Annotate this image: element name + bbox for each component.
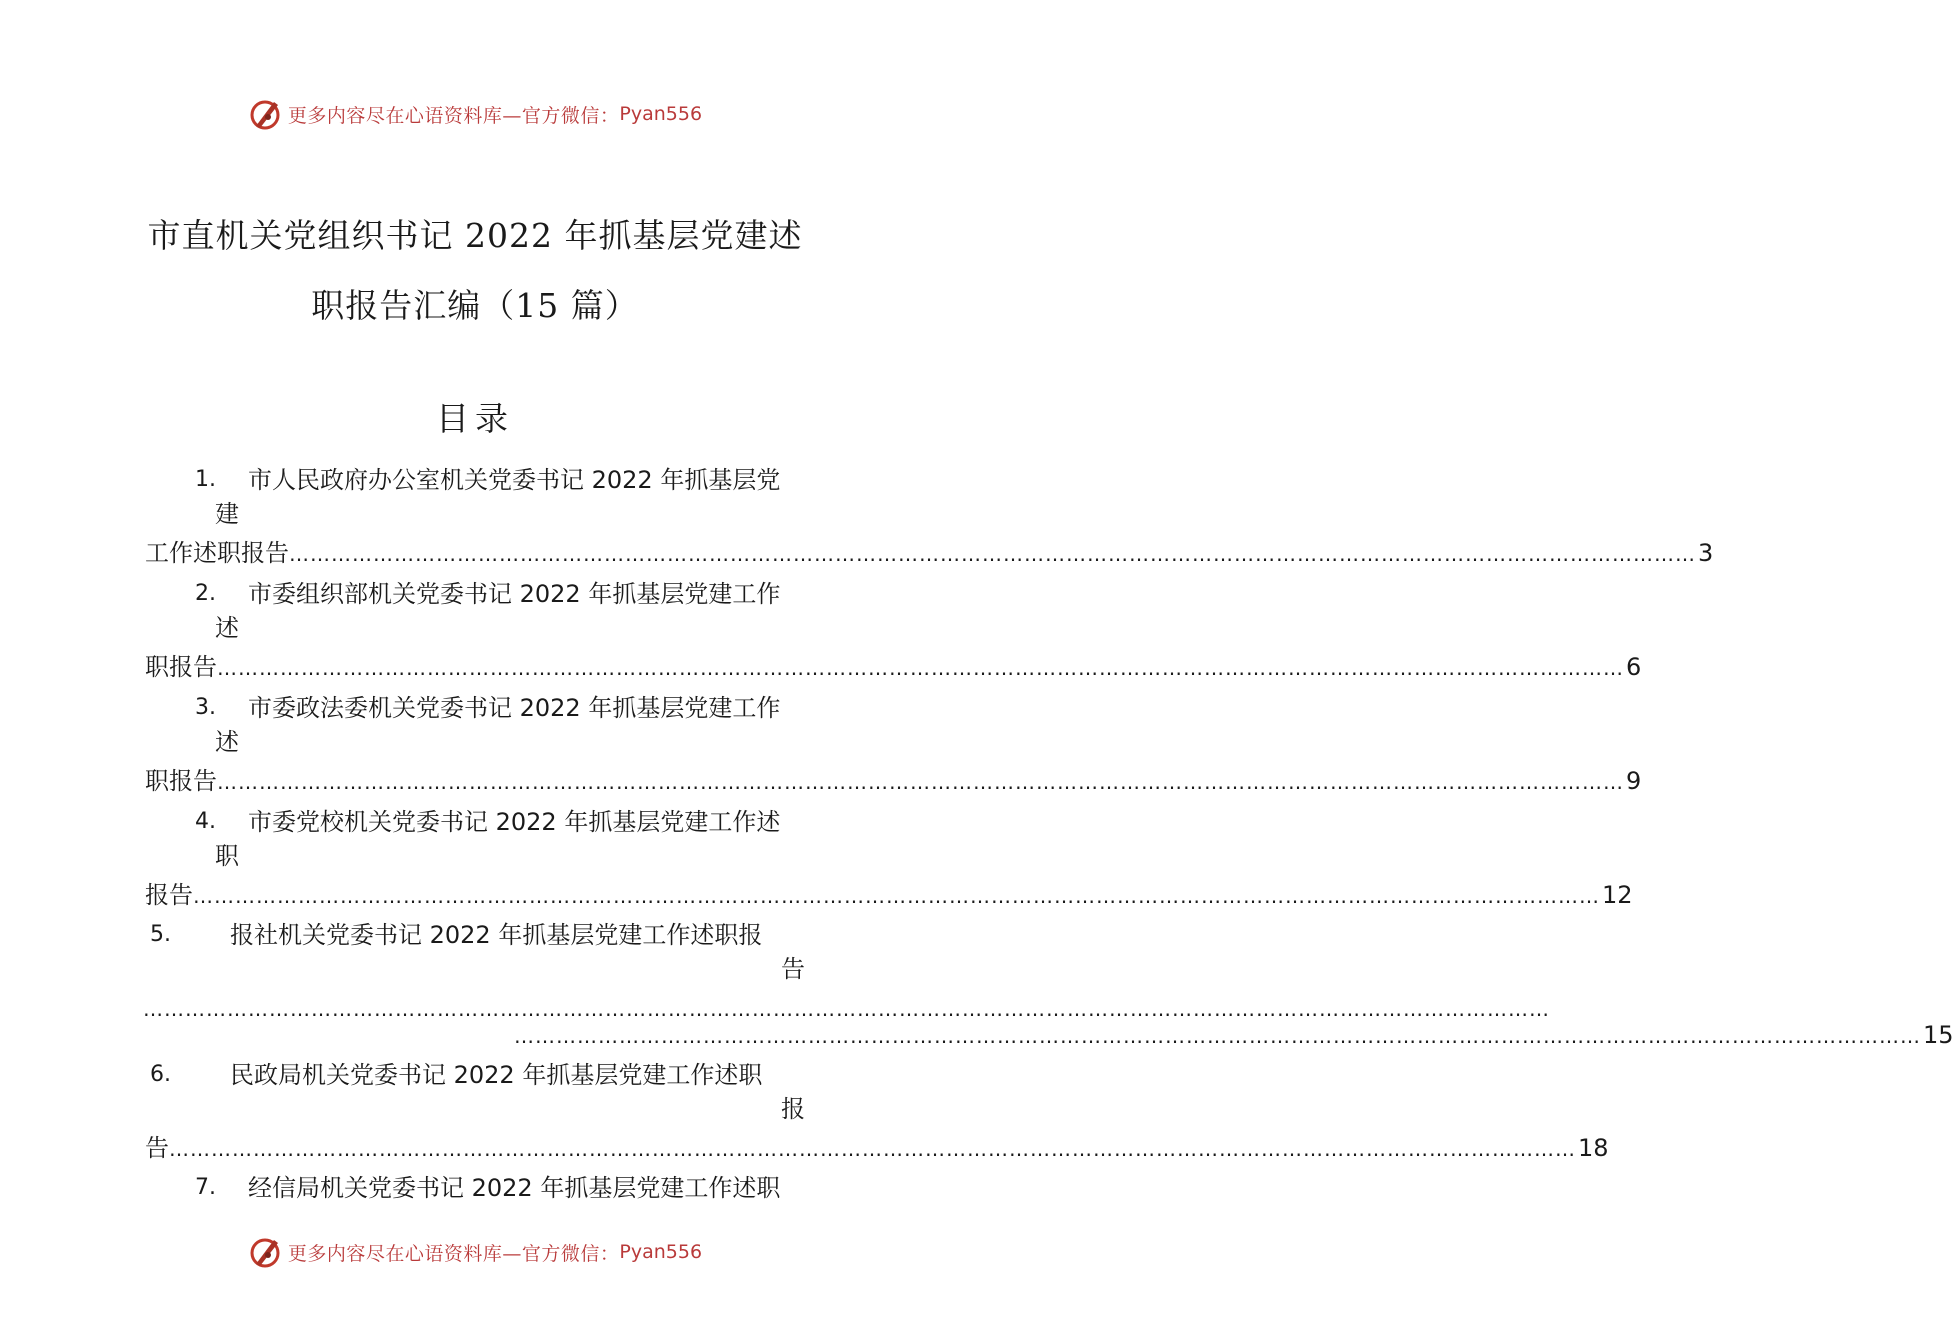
toc-leader-dots: ………………………………………………………………………………………………………………………………………………………………………………… <box>289 542 1696 566</box>
toc-entry-leader-line <box>145 536 1714 571</box>
toc-entry-leader-line <box>145 650 1642 685</box>
toc-page-number: 18 <box>1578 1134 1609 1162</box>
toc-entry-title: 市委党校机关党委书记 2022 年抓基层党建工作述 <box>248 808 781 836</box>
toc-entry-leader-line <box>514 1018 1954 1053</box>
toc-page-number: 9 <box>1626 767 1642 795</box>
header-watermark-banner <box>0 94 950 134</box>
toc-leader-dots: ………………………………………………………………………………………………………………………………………………………………………………… <box>143 997 1550 1021</box>
pen-logo-icon <box>248 96 284 132</box>
toc-entry-number: 2. <box>195 581 216 606</box>
toc-entry-title-cont: 报告 <box>145 881 193 909</box>
toc-entry-number: 7. <box>195 1175 216 1200</box>
toc-leader-dots: ………………………………………………………………………………………………………………………………………………………………………………… <box>169 1137 1576 1161</box>
toc-entry-number: 4. <box>195 809 216 834</box>
banner-wechat-id: Pyan556 <box>619 1241 703 1263</box>
document-title-line-2: 职报告汇编（15 篇） <box>311 286 639 325</box>
toc-entry-title-cont: 告 <box>145 1134 169 1162</box>
toc-entry-title-cont: 职报告 <box>145 767 217 795</box>
toc-entry-leader-line <box>145 1131 1609 1166</box>
toc-entry-wrap: 述 <box>215 728 239 756</box>
pen-logo-icon <box>248 1234 284 1270</box>
toc-entry-wrap: 报 <box>781 1095 805 1123</box>
banner-text: 更多内容尽在心语资料库—官方微信： <box>287 1242 620 1265</box>
toc-leader-dots: ………………………………………………………………………………………………………………………………………………………………………………… <box>217 656 1624 680</box>
toc-entry-leader-line <box>145 764 1642 799</box>
toc-entry-title: 报社机关党委书记 2022 年抓基层党建工作述职报 <box>230 921 763 949</box>
toc-entry-leader-line <box>145 878 1633 913</box>
toc-entry-wrap: 告 <box>781 955 805 983</box>
banner-wechat-id: Pyan556 <box>619 103 703 125</box>
banner-text: 更多内容尽在心语资料库—官方微信： <box>287 104 620 127</box>
toc-page-number: 15 <box>1923 1021 1954 1049</box>
toc-leader-dots: ………………………………………………………………………………………………………………………………………………………………………………… <box>217 770 1624 794</box>
toc-page-number: 6 <box>1626 653 1642 681</box>
toc-entry-wrap: 职 <box>215 842 239 870</box>
toc-entry-number: 5. <box>150 922 171 947</box>
toc-page-number: 12 <box>1602 881 1633 909</box>
toc-entry-number: 6. <box>150 1062 171 1087</box>
toc-entry-wrap: 建 <box>215 500 239 528</box>
document-title-line-1: 市直机关党组织书记 2022 年抓基层党建述 <box>147 216 803 255</box>
toc-leader-dots: ………………………………………………………………………………………………………………………………………………………………………………… <box>193 884 1600 908</box>
toc-entry-title: 市委政法委机关党委书记 2022 年抓基层党建工作 <box>248 694 781 722</box>
toc-entry-title: 市人民政府办公室机关党委书记 2022 年抓基层党 <box>248 466 781 494</box>
toc-entry-title-cont: 职报告 <box>145 653 217 681</box>
toc-entry-wrap: 述 <box>215 614 239 642</box>
toc-leader-dots: ………………………………………………………………………………………………………………………………………………………………………………… <box>514 1024 1921 1048</box>
toc-entry-number: 1. <box>195 467 216 492</box>
toc-page-number: 3 <box>1698 539 1714 567</box>
toc-entry-title: 市委组织部机关党委书记 2022 年抓基层党建工作 <box>248 580 781 608</box>
toc-entry-number: 3. <box>195 695 216 720</box>
toc-heading: 目录 <box>436 399 514 438</box>
toc-entry-title-cont: 工作述职报告 <box>145 539 289 567</box>
footer-watermark-banner <box>0 1232 950 1272</box>
toc-entry-title: 民政局机关党委书记 2022 年抓基层党建工作述职 <box>230 1061 763 1089</box>
toc-entry-title: 经信局机关党委书记 2022 年抓基层党建工作述职 <box>248 1174 781 1202</box>
